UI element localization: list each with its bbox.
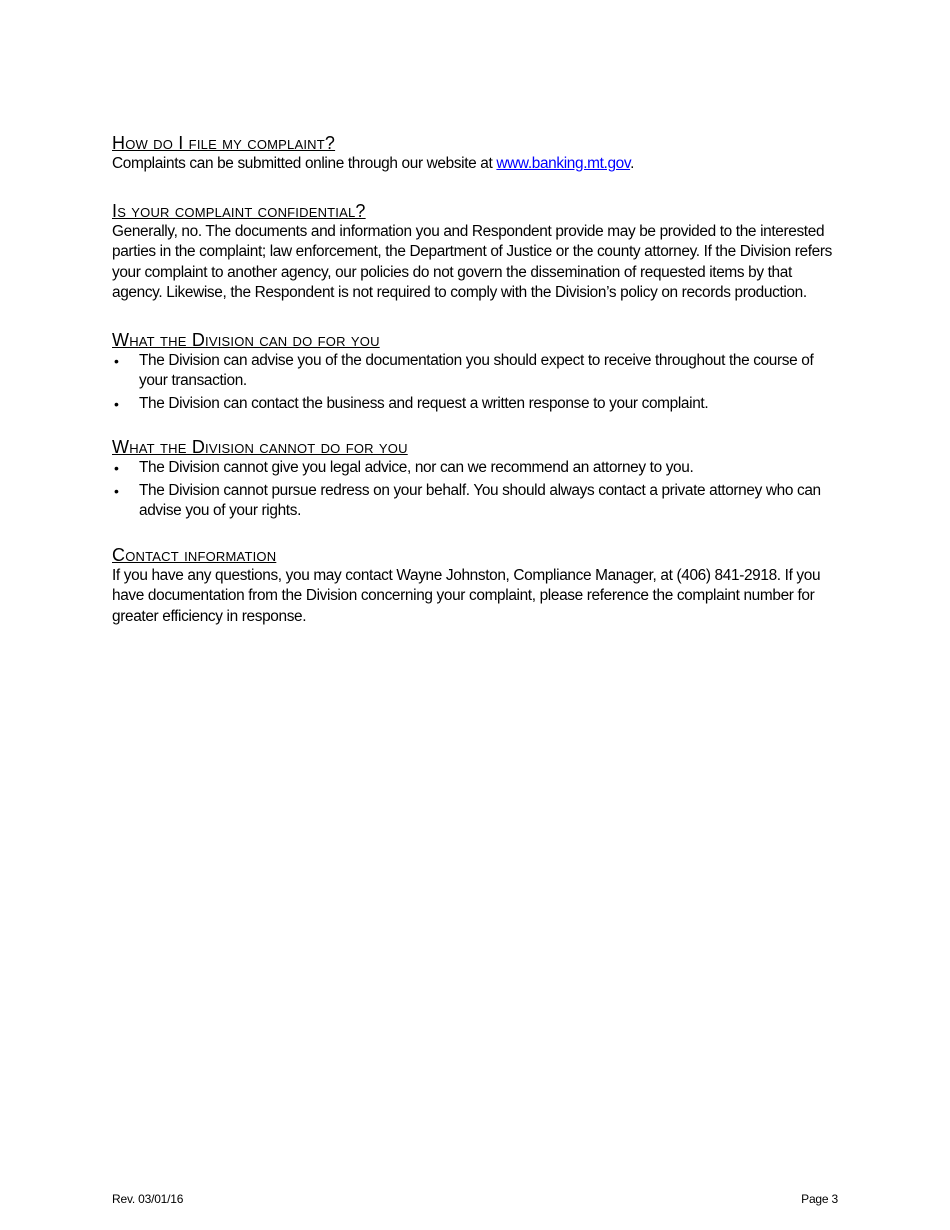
spacer: [112, 416, 842, 436]
document-body: [112, 132, 842, 627]
section-text: [112, 154, 842, 175]
spacer: [112, 524, 842, 544]
list-item: [112, 351, 842, 392]
list-item-text: The Division can advise you of the documentation you should expect to receive throughout the course of your transaction.: [139, 351, 814, 389]
revision-date: Rev. 03/01/16: [112, 1192, 184, 1206]
list-item-text: The Division cannot give you legal advice, nor can we recommend an attorney to you.: [139, 459, 694, 476]
spacer: [112, 175, 842, 200]
list-item: [112, 394, 842, 415]
section-division-can: [112, 329, 842, 415]
section-heading: Is your complaint confidential?: [112, 200, 366, 221]
bullet-icon: •: [114, 482, 119, 499]
bullet-list: [112, 458, 842, 522]
page-number: Page 3: [801, 1192, 838, 1206]
list-item: [112, 481, 842, 522]
section-contact: [112, 544, 842, 628]
bullet-list: [112, 351, 842, 415]
section-file-complaint: [112, 132, 842, 175]
section-confidential: [112, 200, 842, 304]
list-item: [112, 458, 842, 479]
bullet-icon: •: [114, 460, 119, 476]
section-division-cannot: [112, 436, 842, 522]
text-after-link: .: [630, 155, 635, 172]
section-text: If you have any questions, you may contact Wayne Johnston, Compliance Manager, at (406) 841-2918. If you have documentation from the Division concerning your complaint, please reference the complaint number for greater efficiency in response.: [112, 566, 821, 625]
list-item-text: The Division cannot pursue redress on your behalf. You should always contact a private attorney who can advise you of your rights.: [139, 481, 821, 519]
spacer: [112, 304, 842, 329]
section-heading: What the Division cannot do for you: [112, 437, 408, 457]
website-link[interactable]: www.banking.mt.gov: [496, 155, 631, 172]
section-text: Generally, no. The documents and information you and Respondent provide may be provided to the interested parties in the complaint; law enforcement, the Department of Justice or the county attorney. If the Division refers your complaint to another agency, our policies do not govern the dissemination of requested items by that agency. Likewise, the Respondent is not required to comply with the Division’s policy on records production.: [112, 222, 832, 301]
bullet-icon: •: [114, 352, 119, 369]
bullet-icon: •: [114, 395, 119, 412]
text-before-link: Complaints can be submitted online through our website at: [112, 155, 497, 172]
section-heading: How do I file my complaint?: [112, 133, 336, 153]
section-heading: What the Division can do for you: [112, 329, 380, 350]
list-item-text: The Division can contact the business and request a written response to your complaint.: [139, 394, 709, 412]
section-heading: Contact information: [112, 544, 277, 565]
